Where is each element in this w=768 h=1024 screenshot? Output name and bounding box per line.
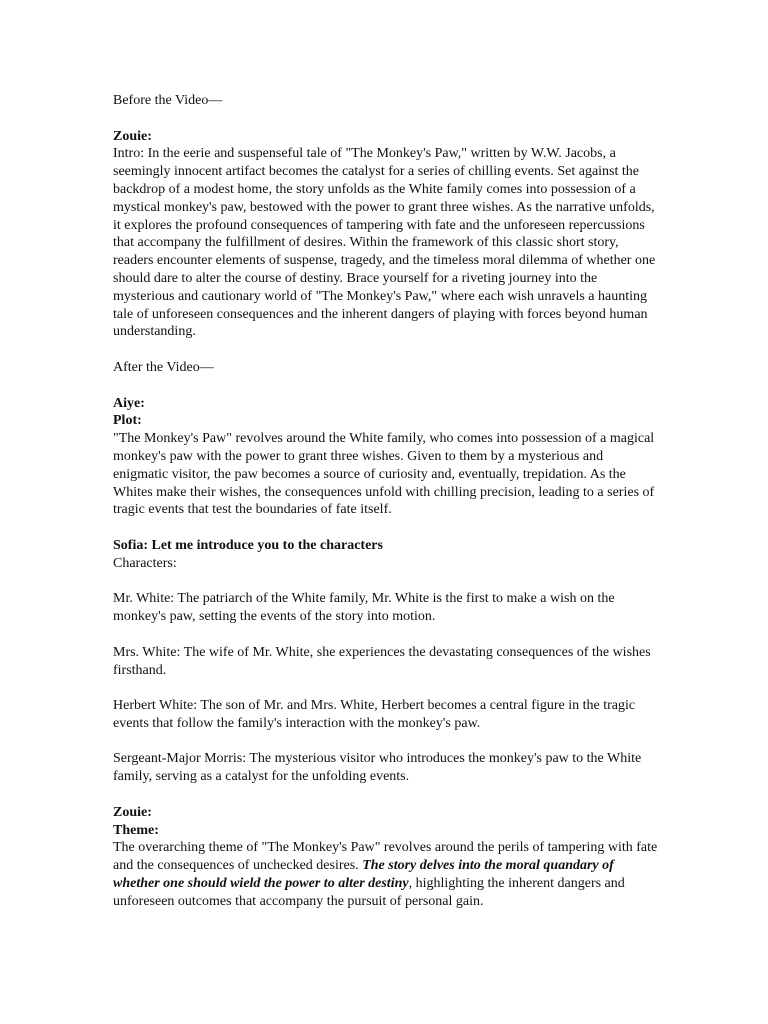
theme-text-start: The overarching theme of "The Monkey's Paw" revolves around the perils of tampering with fate and the consequences of unchecked desires.: [113, 840, 658, 874]
characters-speaker-line: Sofia: Let me introduce you to the characters: [113, 537, 383, 553]
characters-heading: Characters:: [113, 555, 177, 571]
intro-paragraph: Intro: In the eerie and suspenseful tale of "The Monkey's Paw," written by W.W. Jacobs, a seemingly innocent artifact becomes the catalyst for a series of chilling events. Set against the backdrop of a modest home, the story unfolds as the White family comes into possession of a mystical monkey's paw, bestowed with the power to grant three wishes. As the narrative unfolds, it explores the profound consequences of tampering with fate and the unforeseen repercussions that accompany the fulfillment of desires. Within the framework of this classic short story, readers encounter elements of suspense, tragedy, and the timeless moral dilemma of whether one should dare to alter the course of destiny. Brace yourself for a riveting journey into the mysterious and cautionary world of "The Monkey's Paw," where each wish unravels a haunting tale of unforeseen consequences and the inherent dangers of playing with forces beyond human understanding.: [113, 146, 656, 340]
theme-heading: Theme:: [113, 822, 159, 838]
document-page: [113, 92, 658, 911]
before-video-label: Before the Video—: [113, 93, 223, 108]
plot-speaker: Aiye:: [113, 395, 145, 411]
after-video-label: After the Video—: [113, 359, 214, 375]
plot-paragraph: "The Monkey's Paw" revolves around the White family, who comes into possession of a magical monkey's paw with the power to grant three wishes. Given to them by a mysterious and enigmatic visitor, the paw becomes a source of curiosity and, eventually, trepidation. As the Whites make their wishes, the consequences unfold with chilling precision, leading to a series of tragic events that test the boundaries of fate itself.: [113, 431, 655, 518]
character-herbert-white: Herbert White: The son of Mr. and Mrs. White, Herbert becomes a central figure in the tragic events that follow the family's interaction with the monkey's paw.: [113, 698, 636, 731]
theme-speaker: Zouie:: [113, 804, 152, 820]
plot-heading: Plot:: [113, 413, 142, 429]
character-mr-white: Mr. White: The patriarch of the White family, Mr. White is the first to make a wish on the monkey's paw, setting the events of the story into motion.: [113, 591, 615, 625]
theme-text-end: , highlighting the inherent dangers and unforeseen outcomes that accompany the pursuit of personal gain.: [113, 876, 625, 909]
intro-speaker: Zouie:: [113, 128, 152, 144]
character-sergeant-major-morris: Sergeant-Major Morris: The mysterious visitor who introduces the monkey's paw to the White family, serving as a catalyst for the unfolding events.: [113, 751, 642, 785]
theme-text-emphasis: The story delves into the moral quandary of whether one should wield the power to alter destiny: [113, 858, 614, 892]
character-mrs-white: Mrs. White: The wife of Mr. White, she experiences the devastating consequences of the wishes firsthand.: [113, 644, 651, 678]
theme-paragraph: [113, 839, 658, 910]
